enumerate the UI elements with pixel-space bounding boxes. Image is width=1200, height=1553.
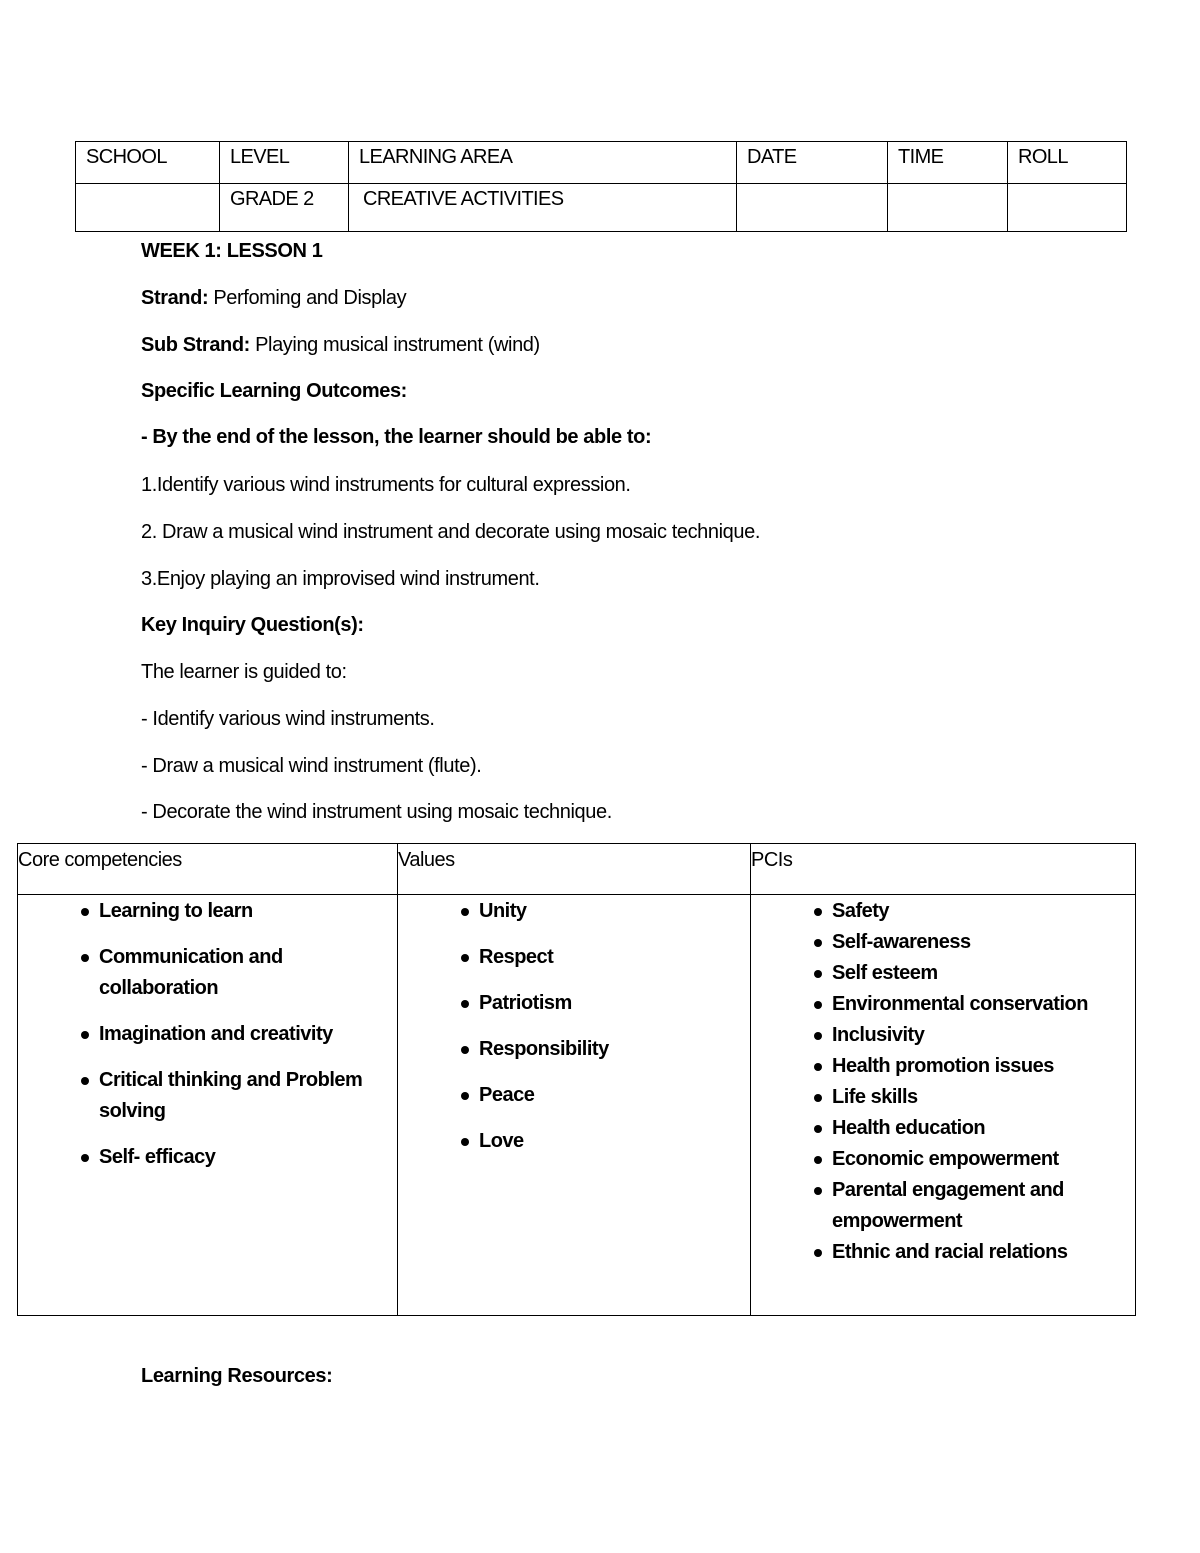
pci-item-text: Parental engagement and	[832, 1179, 1064, 1201]
bullet-icon	[81, 1154, 89, 1162]
core-competency-item-text: Learning to learn	[99, 900, 253, 922]
bullet-icon	[814, 1032, 822, 1040]
strand-value: Perfoming and Display	[208, 287, 407, 309]
bullet-icon	[461, 954, 469, 962]
core-competency-item	[99, 1142, 397, 1173]
core-competency-item	[99, 896, 397, 927]
bullet-icon	[814, 970, 822, 978]
pci-item-text: Economic empowerment	[832, 1148, 1059, 1170]
header-table	[75, 141, 1127, 232]
guided-item-3: - Decorate the wind instrument using mosaic technique.	[141, 801, 612, 823]
pci-item-text: Health promotion issues	[832, 1055, 1054, 1077]
bullet-icon	[461, 1000, 469, 1008]
header-label-level: LEVEL	[220, 142, 349, 184]
value-item	[479, 1034, 750, 1065]
bullet-icon	[814, 939, 822, 947]
value-item-text: Peace	[479, 1084, 535, 1106]
bullet-icon	[461, 1046, 469, 1054]
core-competency-item	[99, 1065, 397, 1127]
value-item-text: Patriotism	[479, 992, 572, 1014]
core-competency-item-text: Communication and	[99, 946, 283, 968]
strand-line	[141, 287, 406, 310]
core-competency-item-text: Self- efficacy	[99, 1146, 216, 1168]
outcome-1: 1.Identify various wind instruments for cultural expression.	[141, 474, 631, 496]
bullet-icon	[814, 1249, 822, 1257]
guided-item-2: - Draw a musical wind instrument (flute).	[141, 755, 482, 777]
bullet-icon	[814, 1001, 822, 1009]
header-label-time: TIME	[888, 142, 1008, 184]
bullet-icon	[814, 1063, 822, 1071]
guided-item-1: - Identify various wind instruments.	[141, 708, 435, 730]
bullet-icon	[461, 908, 469, 916]
pci-item-text: Safety	[832, 900, 890, 922]
value-item	[479, 1126, 750, 1157]
pci-item	[832, 1113, 1135, 1144]
outcomes-intro: - By the end of the lesson, the learner should be able to:	[141, 426, 652, 448]
values-cell	[398, 895, 751, 1316]
core-competency-item-text: Critical thinking and Problem	[99, 1069, 363, 1091]
pcis-header: PCIs	[751, 844, 1136, 895]
pci-item-text: empowerment	[832, 1210, 963, 1232]
values-header: Values	[398, 844, 751, 895]
pci-item	[832, 1051, 1135, 1082]
core-competency-item-text: solving	[99, 1100, 166, 1122]
guided-intro: The learner is guided to:	[141, 661, 347, 683]
pci-item-text: Life skills	[832, 1086, 918, 1108]
core-competency-item-text: collaboration	[99, 977, 219, 999]
pci-item-text: Self-awareness	[832, 931, 971, 953]
pci-item	[832, 927, 1135, 958]
pci-item	[832, 1175, 1135, 1237]
bullet-icon	[81, 908, 89, 916]
pci-item-text: Inclusivity	[832, 1024, 925, 1046]
header-values-row	[76, 184, 1127, 232]
header-labels-row	[76, 142, 1127, 184]
core-competency-item	[99, 942, 397, 1004]
value-item	[479, 896, 750, 927]
pci-item	[832, 1020, 1135, 1051]
pci-item-text: Health education	[832, 1117, 986, 1139]
pcis-list	[751, 896, 1135, 1268]
pci-item	[832, 989, 1135, 1020]
pci-item	[832, 1237, 1135, 1268]
sub-strand-label: Sub Strand:	[141, 334, 250, 356]
pci-item	[832, 958, 1135, 989]
bullet-icon	[81, 954, 89, 962]
core-competency-item-text: Imagination and creativity	[99, 1023, 333, 1045]
outcome-3: 3.Enjoy playing an improvised wind instrument.	[141, 568, 540, 590]
header-value-time	[888, 184, 1008, 232]
sub-strand-line	[141, 334, 540, 357]
header-value-learning-area: CREATIVE ACTIVITIES	[349, 184, 737, 232]
header-label-school: SCHOOL	[76, 142, 220, 184]
core-competencies-cell	[18, 895, 398, 1316]
value-item-text: Respect	[479, 946, 554, 968]
header-label-date: DATE	[737, 142, 888, 184]
inquiry-heading: Key Inquiry Question(s):	[141, 614, 364, 636]
outcome-2: 2. Draw a musical wind instrument and decorate using mosaic technique.	[141, 521, 760, 543]
header-value-date	[737, 184, 888, 232]
competency-table	[17, 843, 1136, 1316]
value-item-text: Unity	[479, 900, 527, 922]
sub-strand-value: Playing musical instrument (wind)	[249, 334, 540, 356]
bullet-icon	[461, 1092, 469, 1100]
bullet-icon	[814, 908, 822, 916]
core-competencies-list	[18, 896, 397, 1173]
bullet-icon	[814, 1125, 822, 1133]
header-label-roll: ROLL	[1008, 142, 1127, 184]
value-item-text: Responsibility	[479, 1038, 609, 1060]
bullet-icon	[814, 1187, 822, 1195]
pci-item-text: Environmental conservation	[832, 993, 1088, 1015]
value-item	[479, 1080, 750, 1111]
pci-item	[832, 1144, 1135, 1175]
value-item	[479, 942, 750, 973]
strand-label: Strand:	[141, 287, 209, 309]
bullet-icon	[81, 1031, 89, 1039]
competency-body-row	[18, 895, 1136, 1316]
competency-header-row	[18, 844, 1136, 895]
header-label-learning-area: LEARNING AREA	[349, 142, 737, 184]
value-item-text: Love	[479, 1130, 524, 1152]
bullet-icon	[81, 1077, 89, 1085]
bullet-icon	[814, 1094, 822, 1102]
pcis-cell	[751, 895, 1136, 1316]
outcomes-heading: Specific Learning Outcomes:	[141, 380, 407, 402]
header-value-school	[76, 184, 220, 232]
pci-item-text: Self esteem	[832, 962, 938, 984]
header-value-roll	[1008, 184, 1127, 232]
pci-item-text: Ethnic and racial relations	[832, 1241, 1068, 1263]
header-value-level: GRADE 2	[220, 184, 349, 232]
core-competencies-header: Core competencies	[18, 844, 398, 895]
bullet-icon	[814, 1156, 822, 1164]
pci-item	[832, 1082, 1135, 1113]
pci-item	[832, 896, 1135, 927]
value-item	[479, 988, 750, 1019]
values-list	[398, 896, 750, 1157]
week-lesson-heading: WEEK 1: LESSON 1	[141, 240, 323, 262]
core-competency-item	[99, 1019, 397, 1050]
bullet-icon	[461, 1138, 469, 1146]
learning-resources-heading: Learning Resources:	[141, 1365, 333, 1387]
